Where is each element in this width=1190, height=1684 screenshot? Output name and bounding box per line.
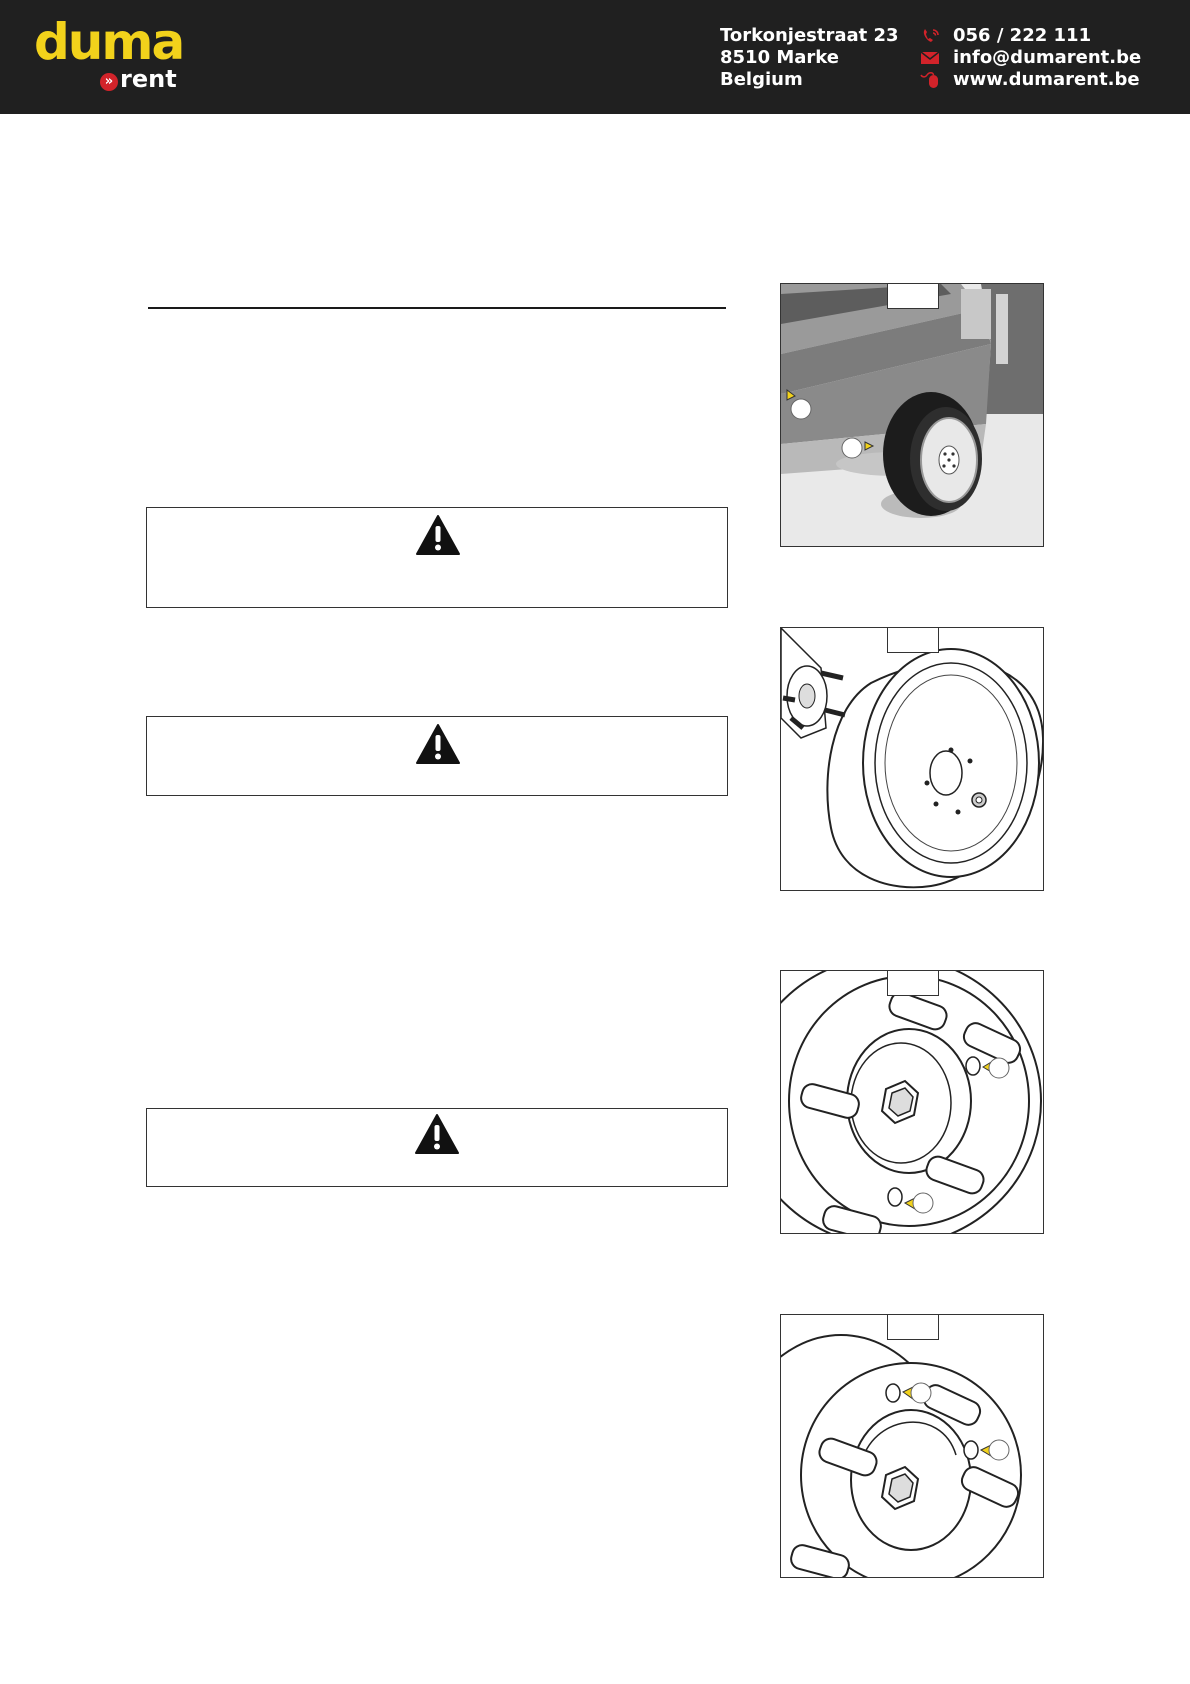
address-city: 8510 Marke (720, 47, 839, 68)
hub-studs-illustration (781, 971, 1044, 1234)
figure-machine-wheel (780, 283, 1044, 547)
address-street: Torkonjestraat 23 (720, 25, 899, 46)
figure-hub-studs-angled (780, 1314, 1044, 1578)
warning-triangle-icon (414, 1113, 460, 1155)
phone-icon (920, 28, 942, 44)
website-text: www.dumarent.be (953, 69, 1140, 90)
chevron-icon: » (100, 73, 118, 91)
hub-studs-angled-illustration (781, 1315, 1044, 1578)
page-header (0, 0, 1190, 114)
figure-hub-studs (780, 970, 1044, 1234)
machine-wheel-illustration (781, 284, 1044, 547)
logo-word: duma (34, 13, 184, 71)
warning-triangle-icon (415, 723, 461, 765)
company-address (720, 25, 899, 91)
figure-wheel-removed (780, 627, 1044, 891)
contact-website[interactable] (920, 69, 1141, 91)
figure-number-tab (887, 970, 939, 996)
mouse-icon (920, 72, 942, 88)
section-rule (148, 307, 726, 309)
wheel-removed-illustration (781, 628, 1044, 891)
warning-box (146, 1108, 728, 1187)
figure-number-tab (887, 1314, 939, 1340)
warning-box (146, 507, 728, 608)
contact-email[interactable] (920, 47, 1141, 69)
address-country: Belgium (720, 69, 803, 90)
mail-icon (920, 50, 942, 66)
warning-box (146, 716, 728, 796)
figure-number-tab (887, 627, 939, 653)
figure-number-tab (887, 283, 939, 309)
duma-rent-logo[interactable] (34, 13, 184, 98)
logo-sub: rent (120, 65, 177, 93)
email-text: info@dumarent.be (953, 47, 1142, 68)
phone-text: 056 / 222 111 (953, 25, 1092, 46)
contact-info (920, 25, 1141, 91)
contact-phone[interactable] (920, 25, 1141, 47)
warning-triangle-icon (415, 514, 461, 556)
